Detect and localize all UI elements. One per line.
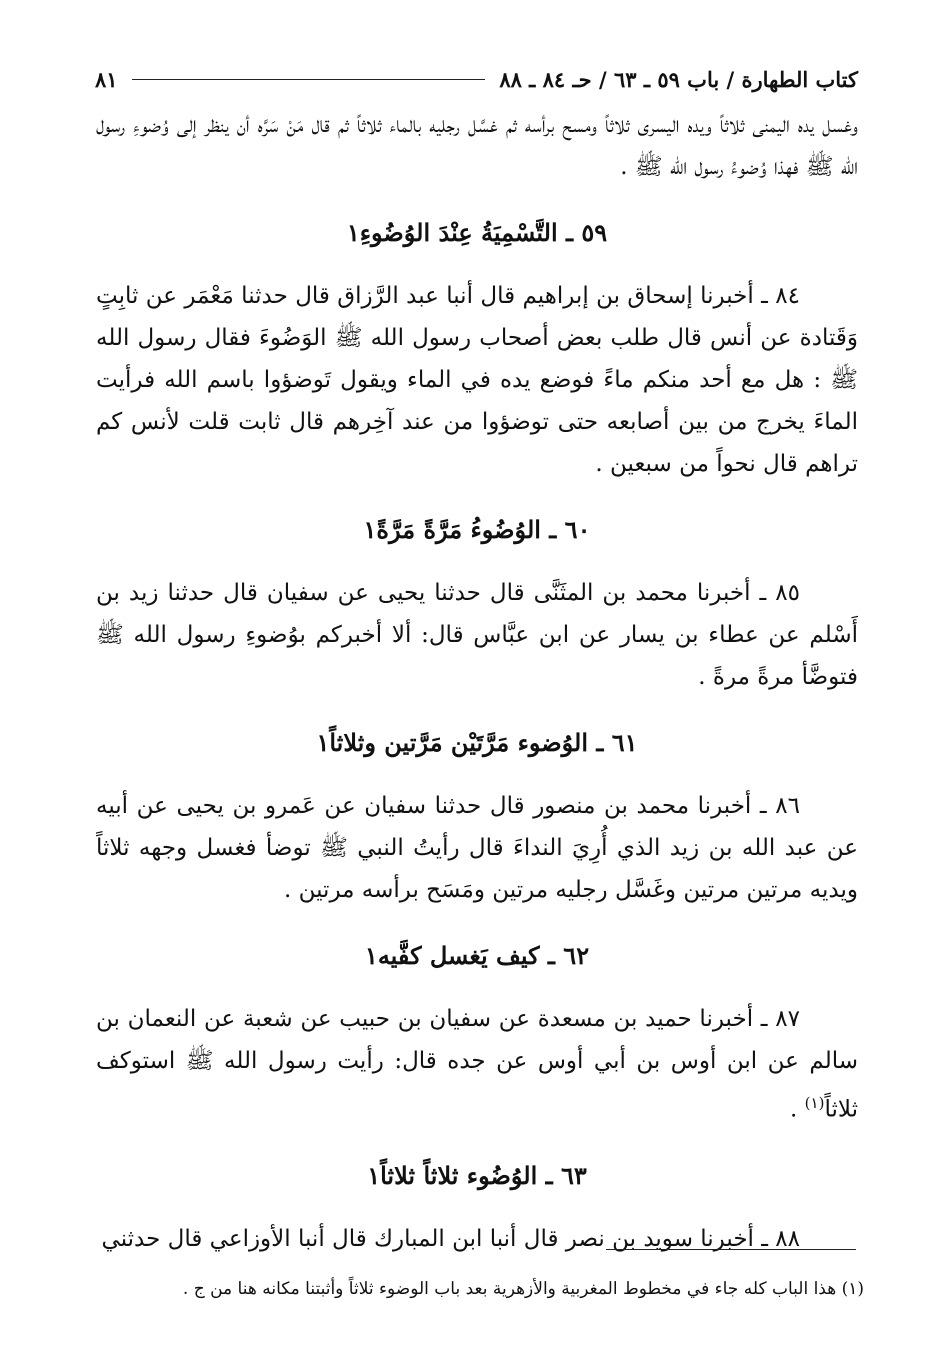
- chapter-heading-60: ٦٠ ـ الوُضُوءُ مَرَّةً مَرَّةً١: [363, 515, 591, 544]
- hadith-87-end: .: [790, 1096, 805, 1123]
- hadith-86: ٨٦ ـ أخبرنا محمد بن منصور قال حدثنا سفيان عن عَمرو بن يحيى عن أبيه عن عبد الله بن زيد الذي أُرِيَ النداءَ قال رأيتُ النبي ﷺ توضأ فغسل وجهه ثلاثاً ويديه مرتين مرتين وغَسَّل رجليه مرتين ومَسَح برأسه مرتين .: [96, 793, 858, 903]
- footnote-marker[interactable]: (١): [804, 1094, 825, 1112]
- main-text: [96, 104, 858, 1260]
- intro-paragraph: وغسل يده اليمنى ثلاثاً ويده اليسرى ثلاثاً ومسح برأسه ثم غسَّل رجليه بالماء ثلاثاً ثم قال مَنْ سَرَّه أن ينظر إلى وُضوءِ رسول الله ﷺ فهذا وُضوءُ رسول الله ﷺ .: [96, 112, 858, 180]
- header-rule: [132, 79, 486, 80]
- hadith-84: ٨٤ ـ أخبرنا إسحاق بن إبراهيم قال أنبا عبد الرَّزاق قال حدثنا مَعْمَر عن ثابِتٍ وَقَتادة عن أنس قال طلب بعض أصحاب رسول الله ﷺ الوَضُوءَ فقال رسول الله ﷺ : هل مع أحد منكم ماءً فوضع يده في الماء ويقول تَوضؤوا باسم الله فرأيت الماءَ يخرج من بين أصابعه حتى توضؤوا من عند آخِرهم قال ثابت قلت لأنس كم تراهم قال نحواً من سبعين .: [96, 283, 858, 477]
- header-title: كتاب الطهارة / باب ٥٩ ـ ٦٣ / حـ ٨٤ ـ ٨٨: [499, 66, 858, 92]
- hadith-85: ٨٥ ـ أخبرنا محمد بن المثَنَّى قال حدثنا يحيى عن سفيان قال حدثنا زيد بن أَسْلم عن عطاء بن يسار عن ابن عبَّاس قال: ألا أخبركم بوُضوءِ رسول الله ﷺ فتوضَّأ مرةً مرةً .: [96, 580, 858, 690]
- footnote: (١) هذا الباب كله جاء في مخطوط المغربية والأزهرية بعد باب الوضوء ثلاثاً وأثبتنا مكانه هنا من ج .: [182, 1279, 864, 1299]
- chapter-heading-61: ٦١ ـ الوُضوء مَرَّتَيْن مَرَّتين وثلاثاً١: [316, 728, 638, 757]
- footnote-rule: [606, 1249, 856, 1250]
- chapter-heading-59: ٥٩ ـ التَّسْمِيَةُ عِنْدَ الوُضُوءِ١: [346, 218, 608, 247]
- chapter-heading-62: ٦٢ ـ كيف يَغسل كفَّيه١: [364, 941, 590, 970]
- chapter-heading-63: ٦٣ ـ الوُضُوء ثلاثاً ثلاثاً١: [367, 1160, 587, 1190]
- hadith-87: [96, 998, 858, 1131]
- page-number: ٨١: [95, 66, 118, 92]
- hadith-88: ٨٨ ـ أخبرنا سويد بن نصر قال أنبا ابن المبارك قال أنبا الأوزاعي قال حدثني: [101, 1225, 800, 1252]
- running-header: [95, 62, 858, 96]
- hadith-87-text: ٨٧ ـ أخبرنا حميد بن مسعدة عن سفيان بن حبيب عن شعبة عن النعمان بن سالم عن ابن أوس بن أبي أوس عن جده قال: رأيت رسول الله ﷺ استوكف ثلاثاً: [96, 1006, 858, 1123]
